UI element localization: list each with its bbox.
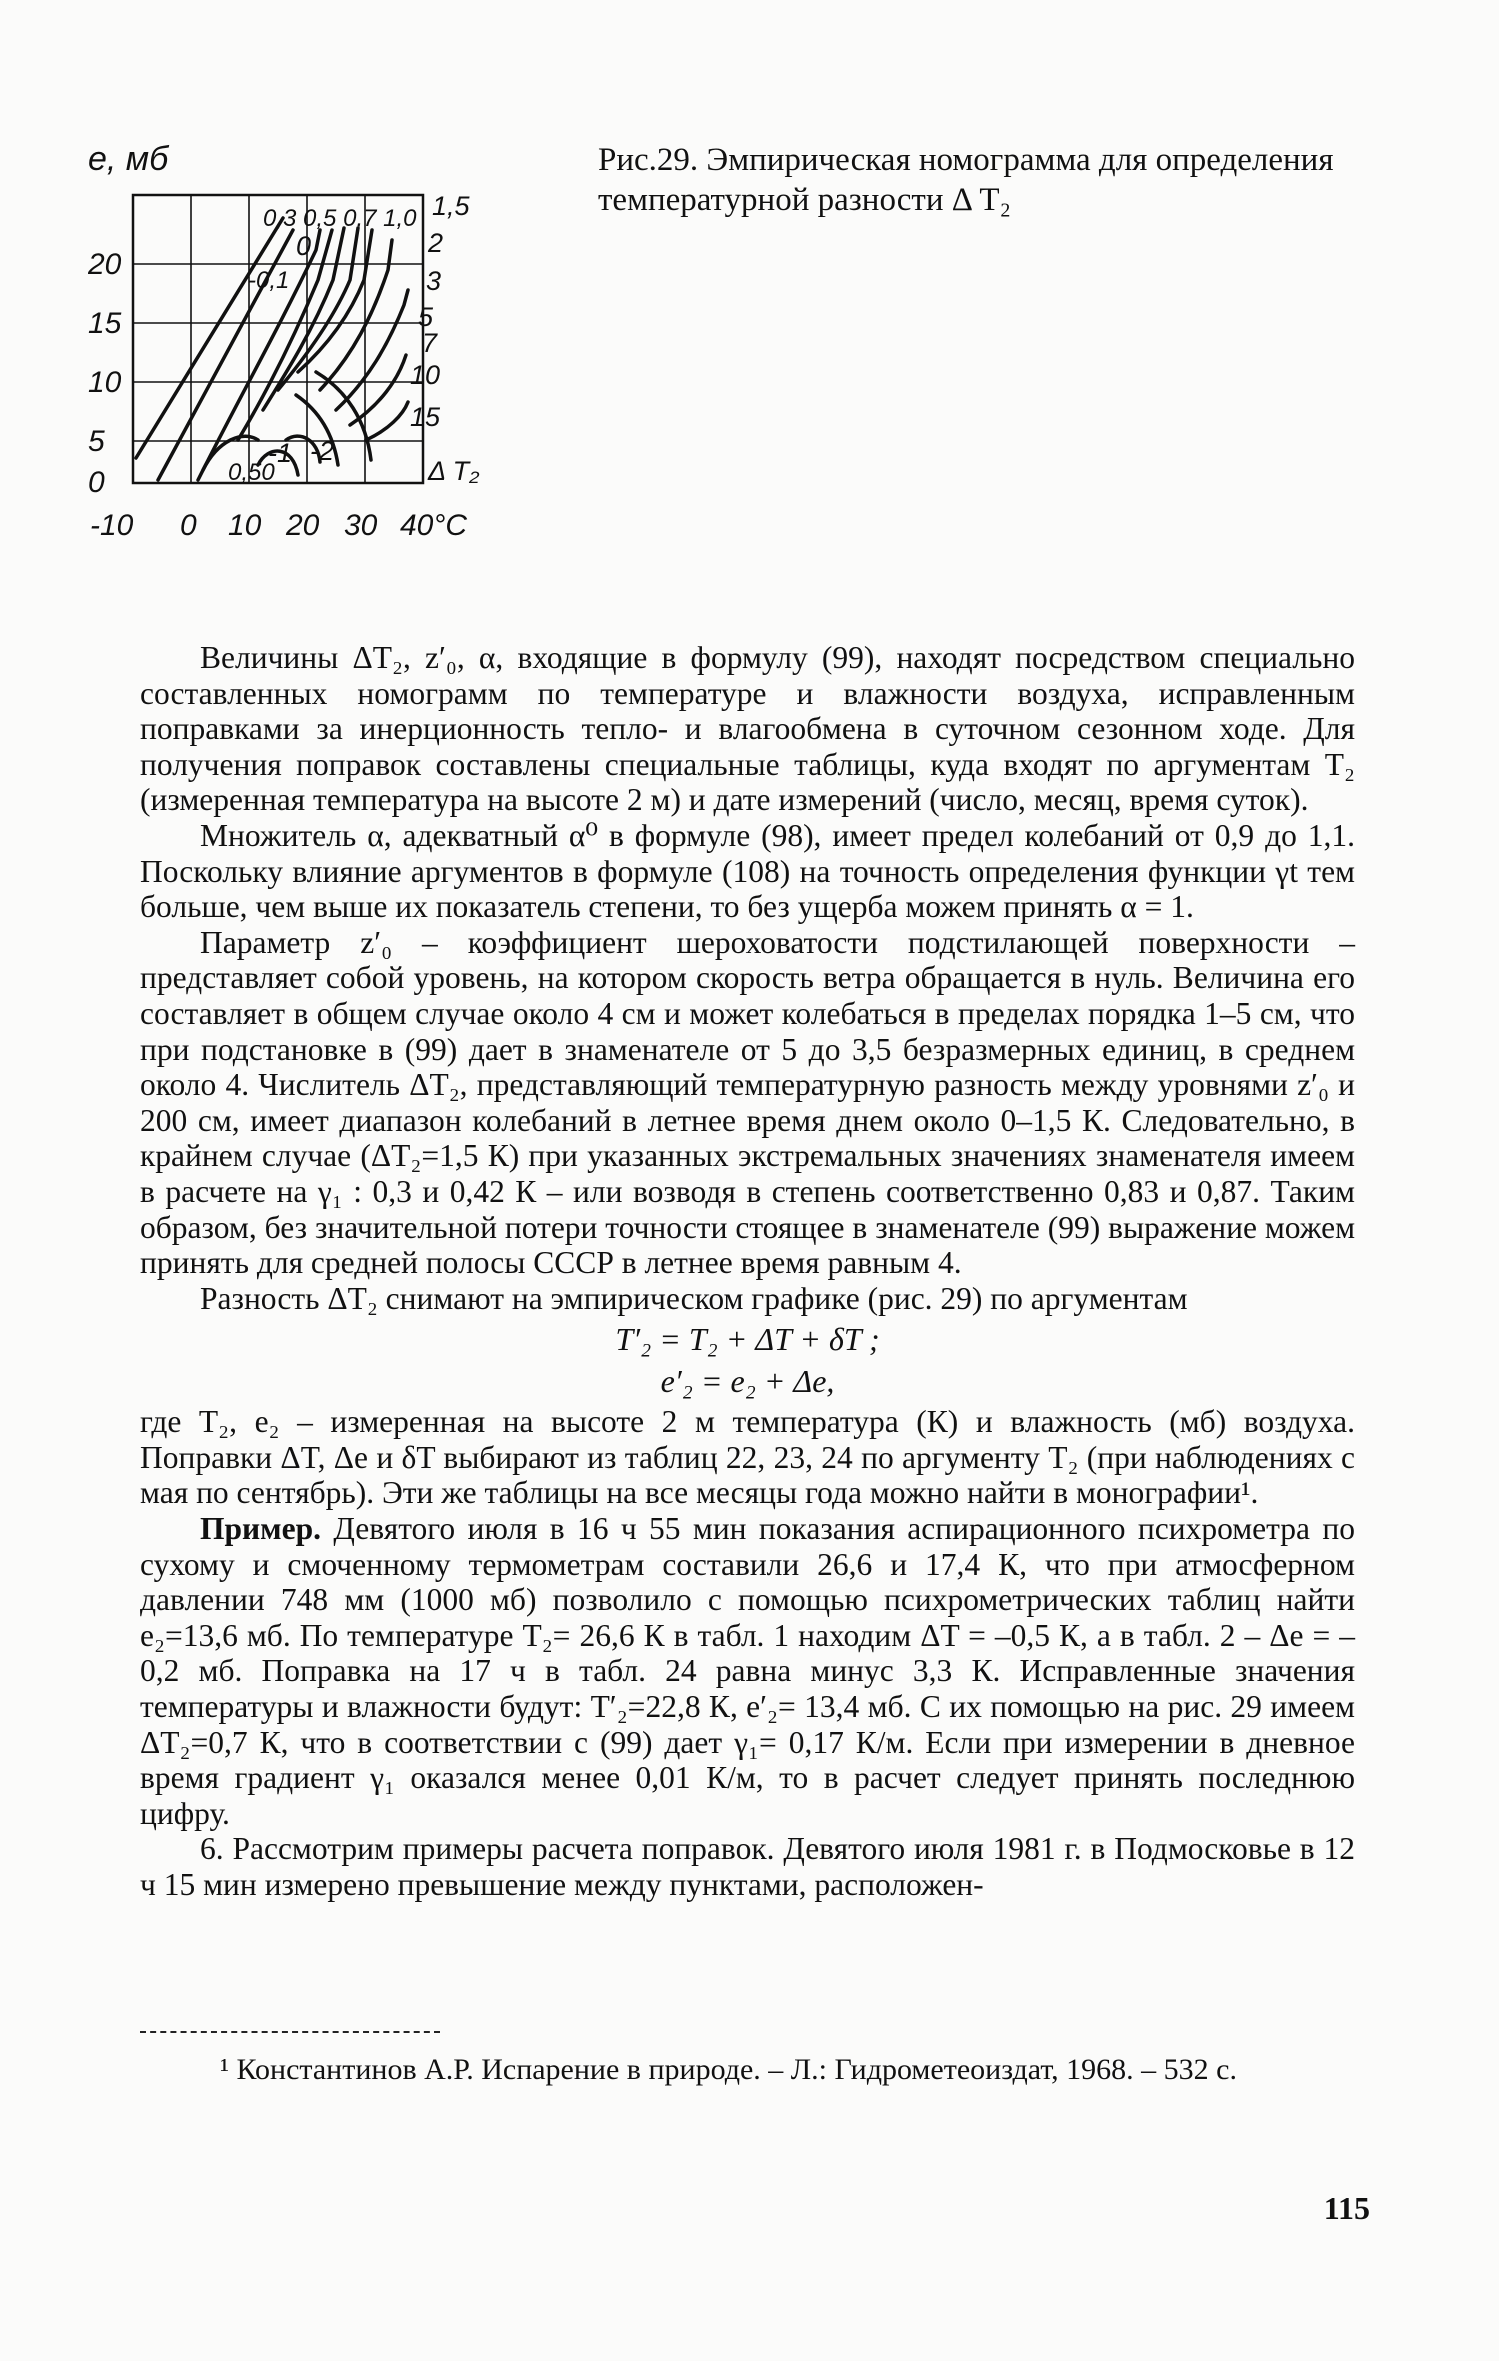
paragraph-where: где T₂, e₂ – измеренная на высоте 2 м температура (К) и влажность (мб) воздуха. Поправки ΔT, Δe и δT выбирают из таблиц 22, 23, 24 по аргументу T₂ (при наблюдениях с мая по сентябрь). Эти же таблицы на все месяцы года можно найти в монографии¹.: [140, 1404, 1355, 1511]
label-5: 5: [418, 302, 434, 332]
label-minus-01: -0,1: [248, 267, 290, 294]
y-tick-20: 20: [88, 248, 122, 281]
paragraph-last: 6. Рассмотрим примеры расчета поправок. Девятого июля 1981 г. в Подмосковье в 12 ч 15 мин измерено превышение между пунктами, расположен-: [140, 1831, 1355, 1902]
label-10: 10: [410, 360, 441, 390]
y-tick-labels: [88, 248, 122, 499]
label-1-5: 1,5: [432, 191, 470, 221]
label-delta-t2: Δ T₂: [428, 456, 480, 486]
x-tick-m10: -10: [90, 509, 134, 542]
nomogram-figure: [88, 140, 568, 570]
body-text: [140, 640, 1355, 1903]
paragraph: Параметр z′₀ – коэффициент шероховатости подстилающей поверхности – представляет собой уровень, на котором скорость ветра обращается в нуль. Величина его составляет в общем случае около 4 см и может колебаться в пределах порядка 1–5 см, что при подстановке в (99) дает в знаменателе от 5 до 3,5 безразмерных единиц, в среднем около 4. Числитель ΔT₂, представляющий температурную разность между уровнями z′₀ и 200 см, имеет диапазон колебаний в летнее время днем около 0–1,5 К. Следовательно, в крайнем случае (ΔT₂=1,5 К) при указанных экстремальных значениях знаменателя имеем в расчете на γ₁ : 0,3 и 0,42 К – или возводя в степень соответственно 0,83 и 0,87. Таким образом, без значительной потери точности стоящее в знаменателе (99) выражение можем принять для средней полосы СССР в летнее время равным 4.: [140, 924, 1355, 1281]
y-tick-10: 10: [88, 366, 122, 399]
label-15: 15: [410, 402, 441, 432]
paragraph: Разность ΔT₂ снимают на эмпирическом графике (рис. 29) по аргументам: [200, 1280, 1188, 1316]
paragraph-example: [140, 1511, 1355, 1831]
label-7: 7: [422, 328, 438, 358]
x-tick-30: 30: [344, 509, 378, 542]
label-minus-2: -2: [310, 436, 335, 466]
x-tick-40: 40°C: [400, 509, 468, 542]
x-tick-labels: [90, 509, 467, 542]
label-0: 0: [296, 231, 312, 261]
example-title: Пример.: [200, 1511, 322, 1547]
example-text: Девятого июля в 16 ч 55 мин показания аспирационного психрометра по сухому и смоченному термометрам составили 26,6 и 17,4 К, что при атмосферном давлении 748 мм (1000 мб) позволило с помощью психрометрических таблиц найти e₂=13,6 мб. По температуре T₂= 26,6 К в табл. 1 находим ΔT = –0,5 К, а в табл. 2 – Δe = – 0,2 мб. Поправка на 17 ч в табл. 24 равна минус 3,3 К. Исправленные значения температуры и влажности будут: T′₂=22,8 К, e′₂= 13,4 мб. С их помощью на рис. 29 имеем ΔT₂=0,7 К, что в соответствии с (99) дает γ₁= 0,17 К/м. Если при измерении в дневное время градиент γ₁ оказался менее 0,01 К/м, то в расчет следует принять последнюю цифру.: [140, 1511, 1356, 1831]
footnote-divider: [140, 2031, 440, 2033]
y-tick-5: 5: [88, 425, 105, 458]
label-2: 2: [428, 228, 444, 258]
label-3: 3: [426, 266, 442, 296]
footnote: [140, 2052, 1355, 2088]
x-tick-20: 20: [286, 509, 320, 542]
label-top-values: 0,3 0,5 0,7 1,0: [263, 205, 417, 232]
x-tick-10: 10: [228, 509, 262, 542]
y-tick-0: 0: [88, 466, 105, 499]
figure-caption: Рис.29. Эмпирическая номограмма для определения температурной разности Δ T₂: [598, 142, 1334, 218]
label-minus-1: -1: [268, 438, 293, 468]
x-tick-0: 0: [180, 509, 197, 542]
page-number: 115: [1323, 2190, 1370, 2226]
footnote-text: ¹ Константинов А.Р. Испарение в природе. – Л.: Гидрометеоиздат, 1968. – 532 с.: [220, 2053, 1237, 2086]
paragraph: Величины ΔT₂, z′₀, α, входящие в формулу (99), находят посредством специально составленных номограмм по температуре и влажности воздуха, исправленным поправками за инерционность тепло- и влагообмена в суточном сезонном ходе. Для получения поправок составлены специальные таблицы, куда входят по аргументам T₂ (измеренная температура на высоте 2 м) и дате измерений (число, месяц, время суток).: [140, 640, 1355, 818]
formula-temperature: T′₂ = T₂ + ΔT + δT ;: [615, 1321, 880, 1358]
formula-humidity: e′₂ = e₂ + Δe,: [660, 1363, 835, 1400]
y-tick-15: 15: [88, 307, 122, 340]
label-050: 0,50: [228, 459, 275, 486]
paragraph: Множитель α, адекватный α⁰ в формуле (98), имеет предел колебаний от 0,9 до 1,1. Поскольку влияние аргументов в формуле (108) на точность определения функции γt тем больше, чем выше их показатель степени, то без ущерба можем принять α = 1.: [140, 817, 1355, 925]
isoline: [136, 218, 283, 458]
y-axis-label: e, мб: [88, 140, 169, 178]
